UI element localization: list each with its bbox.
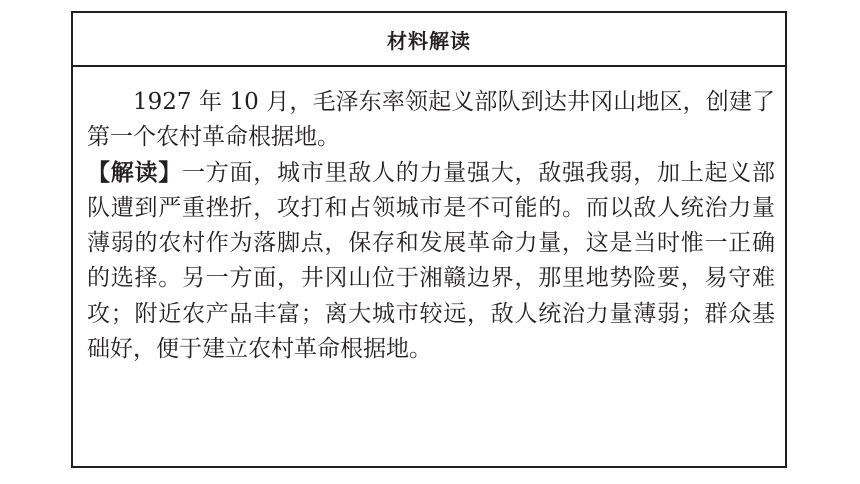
box-body <box>73 67 785 367</box>
analysis-paragraph <box>87 156 775 368</box>
box-title: 材料解读 <box>387 28 471 53</box>
analysis-tag: 【解读】 <box>87 159 182 186</box>
analysis-text: 一方面，城市里敌人的力量强大，敌强我弱，加上起义部队遭到严重挫折，攻打和占领城市是不可能的。而以敌人统治力量薄弱的农村作为落脚点，保存和发展革命力量，这是当时惟一正确的选择。另一方面，井冈山位于湘赣边界，那里地势险要，易守难攻；附近农产品丰富；离大城市较远，敌人统治力量薄弱；群众基础好，便于建立农村革命根据地。 <box>87 159 775 363</box>
material-paragraph: 1927 年 10 月，毛泽东率领起义部队到达井冈山地区，创建了第一个农村革命根据地。 <box>87 89 775 151</box>
box-header <box>73 13 785 67</box>
material-analysis-box <box>71 11 787 468</box>
